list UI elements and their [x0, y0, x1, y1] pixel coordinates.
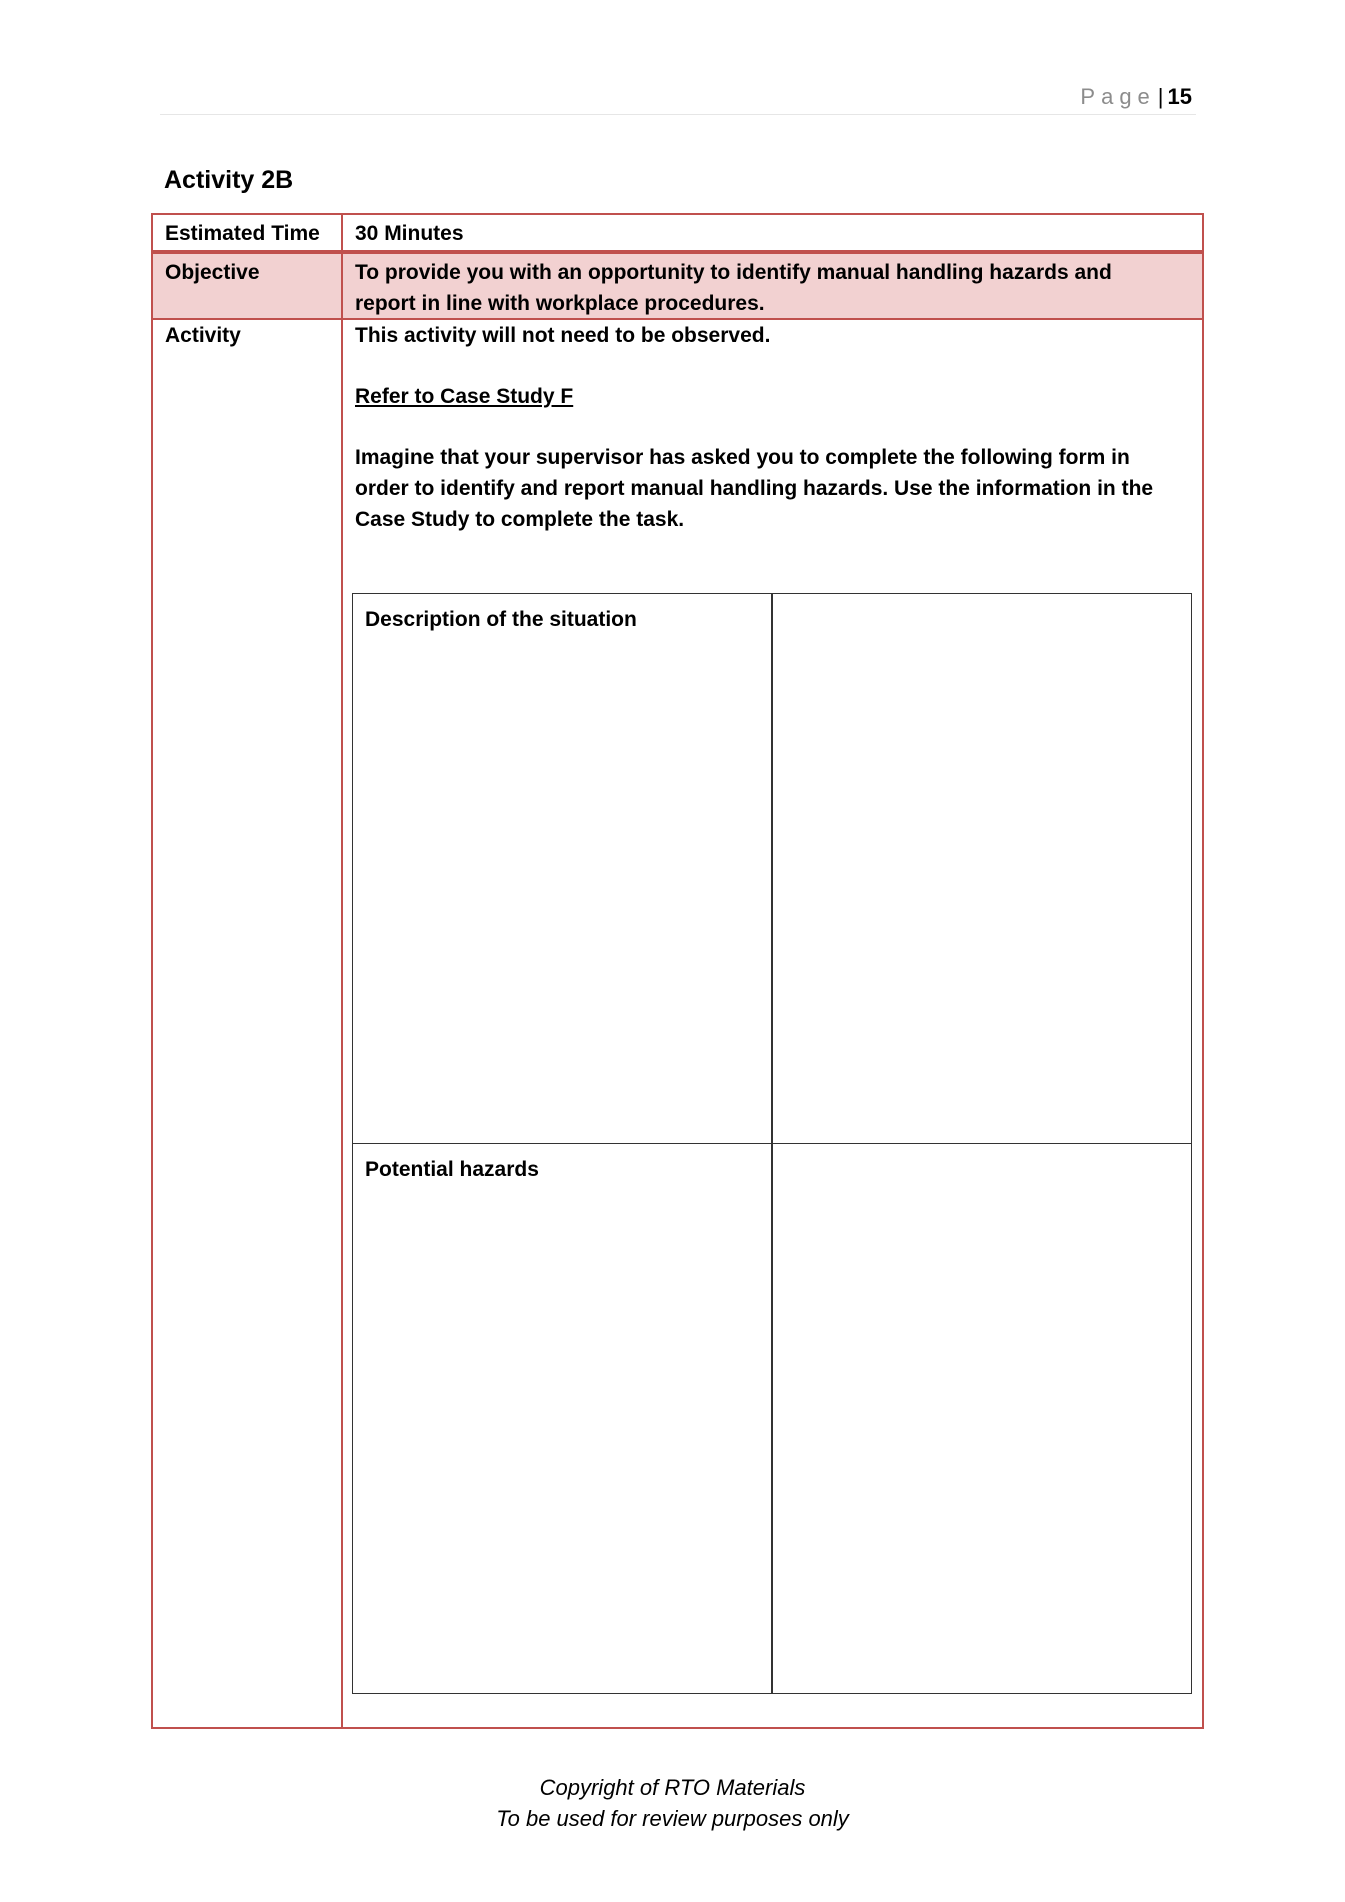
page-word: Page: [1080, 84, 1156, 109]
case-study-reference: Refer to Case Study F: [355, 385, 574, 408]
review-notice-line: To be used for review purposes only: [496, 1806, 849, 1831]
page-number-block: [1080, 84, 1192, 110]
observation-note: This activity will not need to be observed.: [355, 324, 771, 347]
task-instructions: Imagine that your supervisor has asked you to complete the following form in order to identify and report manual handling hazards. Use the information in the Case Study to complete the task.: [355, 446, 1154, 531]
copyright-line: Copyright of RTO Materials: [539, 1775, 806, 1800]
hazard-report-form: [352, 593, 1192, 1694]
potential-hazards-answer-field[interactable]: [773, 1144, 1191, 1693]
activity-title: Activity 2B: [164, 166, 294, 194]
form-column-divider: [771, 594, 773, 1693]
objective-label: Objective: [165, 261, 260, 284]
activity-instructions: [355, 320, 1172, 535]
column-divider: [341, 215, 343, 1727]
activity-label: Activity: [165, 324, 241, 347]
estimated-time-row: [153, 215, 1202, 254]
estimated-time-label: Estimated Time: [165, 222, 320, 245]
objective-row: [153, 254, 1202, 320]
potential-hazards-label: Potential hazards: [365, 1158, 539, 1181]
description-label: Description of the situation: [365, 608, 637, 631]
page-header: [160, 80, 1196, 115]
copyright-footer: [0, 1772, 1345, 1834]
objective-value: To provide you with an opportunity to identify manual handling hazards and report in line with workplace procedures.: [355, 261, 1112, 315]
page-number: 15: [1167, 84, 1192, 109]
description-answer-field[interactable]: [773, 594, 1191, 1143]
page-separator: |: [1157, 84, 1164, 109]
estimated-time-value: 30 Minutes: [355, 222, 464, 245]
